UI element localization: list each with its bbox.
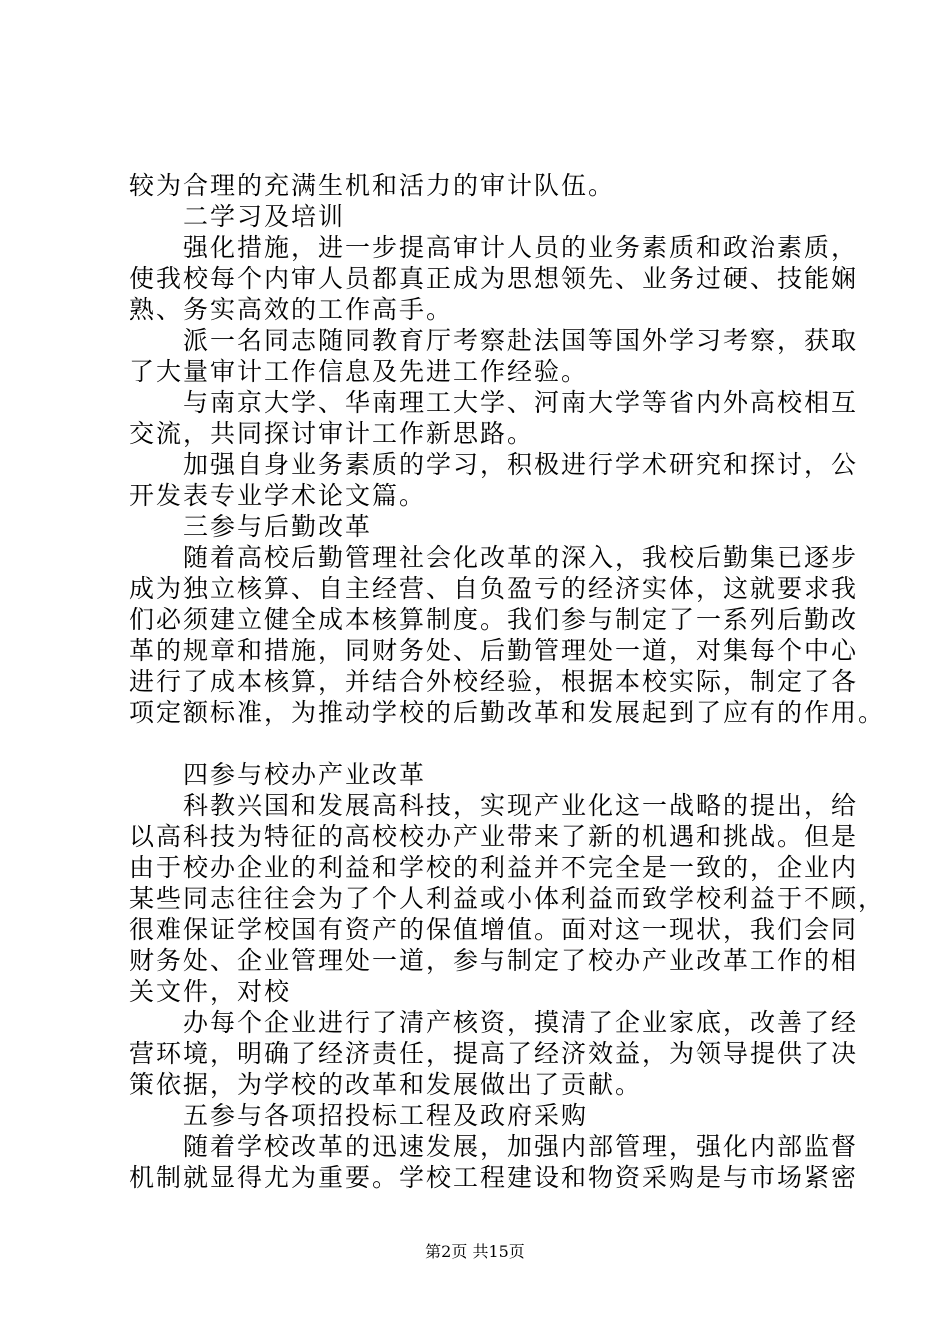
text-line: 三参与后勤改革 bbox=[129, 512, 373, 541]
document-body bbox=[129, 170, 886, 1193]
text-line bbox=[129, 728, 839, 759]
text-line: 进行了成本核算，并结合外校经验，根据本校实际，制定了各 bbox=[129, 667, 859, 696]
text-line: 办每个企业进行了清产核资，摸清了企业家底，改善了经 bbox=[129, 1008, 859, 1037]
text-line: 某些同志往往会为了个人利益或小体利益而致学校利益于不顾， bbox=[129, 884, 886, 913]
page-footer: 第2页 共15页 bbox=[425, 1242, 525, 1261]
text-line: 财务处、企业管理处一道，参与制定了校办产业改革工作的相 bbox=[129, 946, 859, 975]
text-line: 以高科技为特征的高校校办产业带来了新的机遇和挑战。但是 bbox=[129, 822, 859, 851]
text-line: 加强自身业务素质的学习，积极进行学术研究和探讨，公 bbox=[129, 450, 859, 479]
text-line: 开发表专业学术论文篇。 bbox=[129, 481, 427, 510]
text-line: 熟、务实高效的工作高手。 bbox=[129, 295, 454, 324]
text-line: 随着学校改革的迅速发展，加强内部管理，强化内部监督 bbox=[129, 1132, 859, 1161]
text-line: 营环境，明确了经济责任，提高了经济效益，为领导提供了决 bbox=[129, 1039, 859, 1068]
text-line: 与南京大学、华南理工大学、河南大学等省内外高校相互 bbox=[129, 388, 859, 417]
text-line: 二学习及培训 bbox=[129, 202, 346, 231]
text-line: 革的规章和措施，同财务处、后勤管理处一道，对集每个中心 bbox=[129, 636, 859, 665]
text-line: 由于校办企业的利益和学校的利益并不完全是一致的，企业内 bbox=[129, 853, 859, 882]
text-line: 科教兴国和发展高科技，实现产业化这一战略的提出，给 bbox=[129, 791, 859, 820]
text-line: 派一名同志随同教育厅考察赴法国等国外学习考察，获取 bbox=[129, 326, 859, 355]
text-line: 关文件，对校 bbox=[129, 977, 292, 1006]
text-line: 了大量审计工作信息及先进工作经验。 bbox=[129, 357, 589, 386]
text-line: 使我校每个内审人员都真正成为思想领先、业务过硬、技能娴 bbox=[129, 264, 859, 293]
text-line: 较为合理的充满生机和活力的审计队伍。 bbox=[129, 171, 616, 200]
text-line: 五参与各项招投标工程及政府采购 bbox=[129, 1101, 589, 1130]
text-line: 交流，共同探讨审计工作新思路。 bbox=[129, 419, 535, 448]
text-line: 策依据，为学校的改革和发展做出了贡献。 bbox=[129, 1070, 643, 1099]
text-line: 随着高校后勤管理社会化改革的深入，我校后勤集已逐步 bbox=[129, 543, 859, 572]
text-line: 成为独立核算、自主经营、自负盈亏的经济实体，这就要求我 bbox=[129, 574, 859, 603]
text-line: 四参与校办产业改革 bbox=[129, 760, 427, 789]
text-line: 项定额标准，为推动学校的后勤改革和发展起到了应有的作用。 bbox=[129, 698, 886, 727]
text-line: 们必须建立健全成本核算制度。我们参与制定了一系列后勤改 bbox=[129, 605, 859, 634]
text-line: 强化措施，进一步提高审计人员的业务素质和政治素质， bbox=[129, 233, 859, 262]
text-line: 很难保证学校国有资产的保值增值。面对这一现状，我们会同 bbox=[129, 915, 859, 944]
text-line: 机制就显得尤为重要。学校工程建设和物资采购是与市场紧密 bbox=[129, 1163, 859, 1192]
